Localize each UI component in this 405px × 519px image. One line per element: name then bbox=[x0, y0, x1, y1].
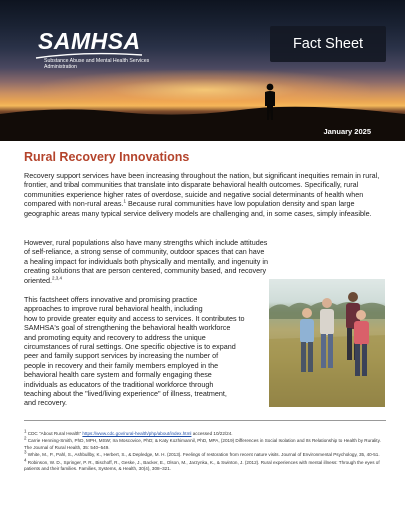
footnotes-section bbox=[24, 420, 386, 473]
logo-wordmark: SAMHSA bbox=[38, 28, 141, 54]
factsheet-line: individuals as educators of the traditional workforce through bbox=[24, 379, 214, 389]
footnote-text: White, M., P., Pahl, S., Ashbullby, K., Herbert, S., & Depledge, M. H. (2013). Feelings of restoration from recent nature visits. Journal of Environmental Psychology, 35, 40-51. bbox=[27, 452, 380, 458]
logo-subtitle: Substance Abuse and Mental Health Services Administration bbox=[44, 58, 150, 70]
factsheet-line: people in recovery and their family members employed in the bbox=[24, 360, 219, 370]
factsheet-line: peer and family support services by increasing the number of bbox=[24, 351, 219, 361]
strengths-text: However, rural populations also have many strengths which include attitudes of self-reliance, a strong sense of community, outdoor spaces that can have a healing impact for individuals both physically and mentally, and ingenuity in creating solutions that are person centered, community based, and recovery oriented. bbox=[24, 238, 268, 285]
factsheet-line: This factsheet offers innovative and promising practice bbox=[24, 295, 198, 304]
footnote-text-tail: accessed 10/22/24. bbox=[191, 431, 233, 436]
publication-date: January 2025 bbox=[323, 127, 371, 136]
factsheet-line: behavioral health care system and formally engaging these bbox=[24, 370, 212, 380]
factsheet-line: SAMHSA's goal of strengthening the behavioral health workforce bbox=[24, 323, 231, 333]
footnote-ref-1: 1 bbox=[123, 198, 126, 204]
footnote-2 bbox=[24, 435, 386, 451]
factsheet-line: how to provide greater equity and access to services. It contributes to bbox=[24, 313, 245, 323]
factsheet-line: circumstances of rural settings. One specific objective is to expand bbox=[24, 342, 236, 352]
footnote-number: 2 bbox=[24, 435, 27, 441]
factsheet-paragraph bbox=[24, 295, 270, 408]
fact-sheet-label: Fact Sheet bbox=[292, 36, 364, 52]
footnote-text: CDC "About Rural Health" bbox=[27, 431, 83, 436]
footnote-4 bbox=[24, 457, 386, 473]
factsheet-line: and promoting equity and recovery to address the unique bbox=[24, 332, 206, 342]
fact-sheet-label-box bbox=[270, 26, 386, 62]
footnote-3 bbox=[24, 449, 386, 458]
factsheet-line: and recovery. bbox=[24, 398, 68, 408]
page-title: Rural Recovery Innovations bbox=[24, 150, 190, 164]
intro-text: Recovery support services have been increasing throughout the nation, but significant inequities remain in rural, frontier, and tribal communities that translate into disparate behavioral health outcomes. Specifically, rural communities experience higher rates of overdose, suicide and negative social determinants of health when compared with non-rural areas. bbox=[24, 171, 380, 209]
footnote-link[interactable]: https://www.cdc.gov/rural-health/php/about/index.html bbox=[82, 431, 192, 436]
footnote-text: Robinson, W. D., Springer, P. R., Bischoff, R., Geske, J., Backer, E., Olson, M., Jarzynka, K., & Swinton, J. (2012). Rural experiences with mental illness: Through the eyes of patients and their families. Families, Systems, & Health, 30(4), 308–321. bbox=[24, 459, 380, 472]
intro-paragraph bbox=[24, 171, 384, 218]
factsheet-line: approaches to improve rural behavioral health, including bbox=[24, 304, 203, 314]
footnote-text: Carrie Henning-Smith, PhD, MPH, MSW; Ira Moscovice, PhD; & Katy Kozhimannil, PhD, MPA, (2019) Differences in Social Isolation and Its Relationship to Health by Rurality. The Journal of Rural Health, 35: 540–549. bbox=[24, 438, 381, 450]
footnote-ref-2-4: 2,3,4 bbox=[51, 275, 62, 281]
strengths-paragraph bbox=[24, 238, 268, 285]
footnote-number: 3 bbox=[24, 449, 27, 455]
header-banner bbox=[0, 0, 405, 141]
footnote-number: 1 bbox=[24, 428, 27, 434]
footnote-number: 4 bbox=[24, 457, 27, 463]
samhsa-logo bbox=[38, 28, 150, 70]
silhouette-person bbox=[260, 82, 280, 122]
group-walking-photo bbox=[269, 279, 385, 407]
intro-text-tail: Because rural communities have low population density and span large geographic areas many typical service delivery models are challenging and, in some cases, simply infeasible. bbox=[24, 199, 372, 218]
footnote-1 bbox=[24, 428, 386, 437]
photo-illustration bbox=[269, 279, 385, 407]
factsheet-line: teaching about the "lived/living experience" of illness, treatment, bbox=[24, 389, 227, 399]
